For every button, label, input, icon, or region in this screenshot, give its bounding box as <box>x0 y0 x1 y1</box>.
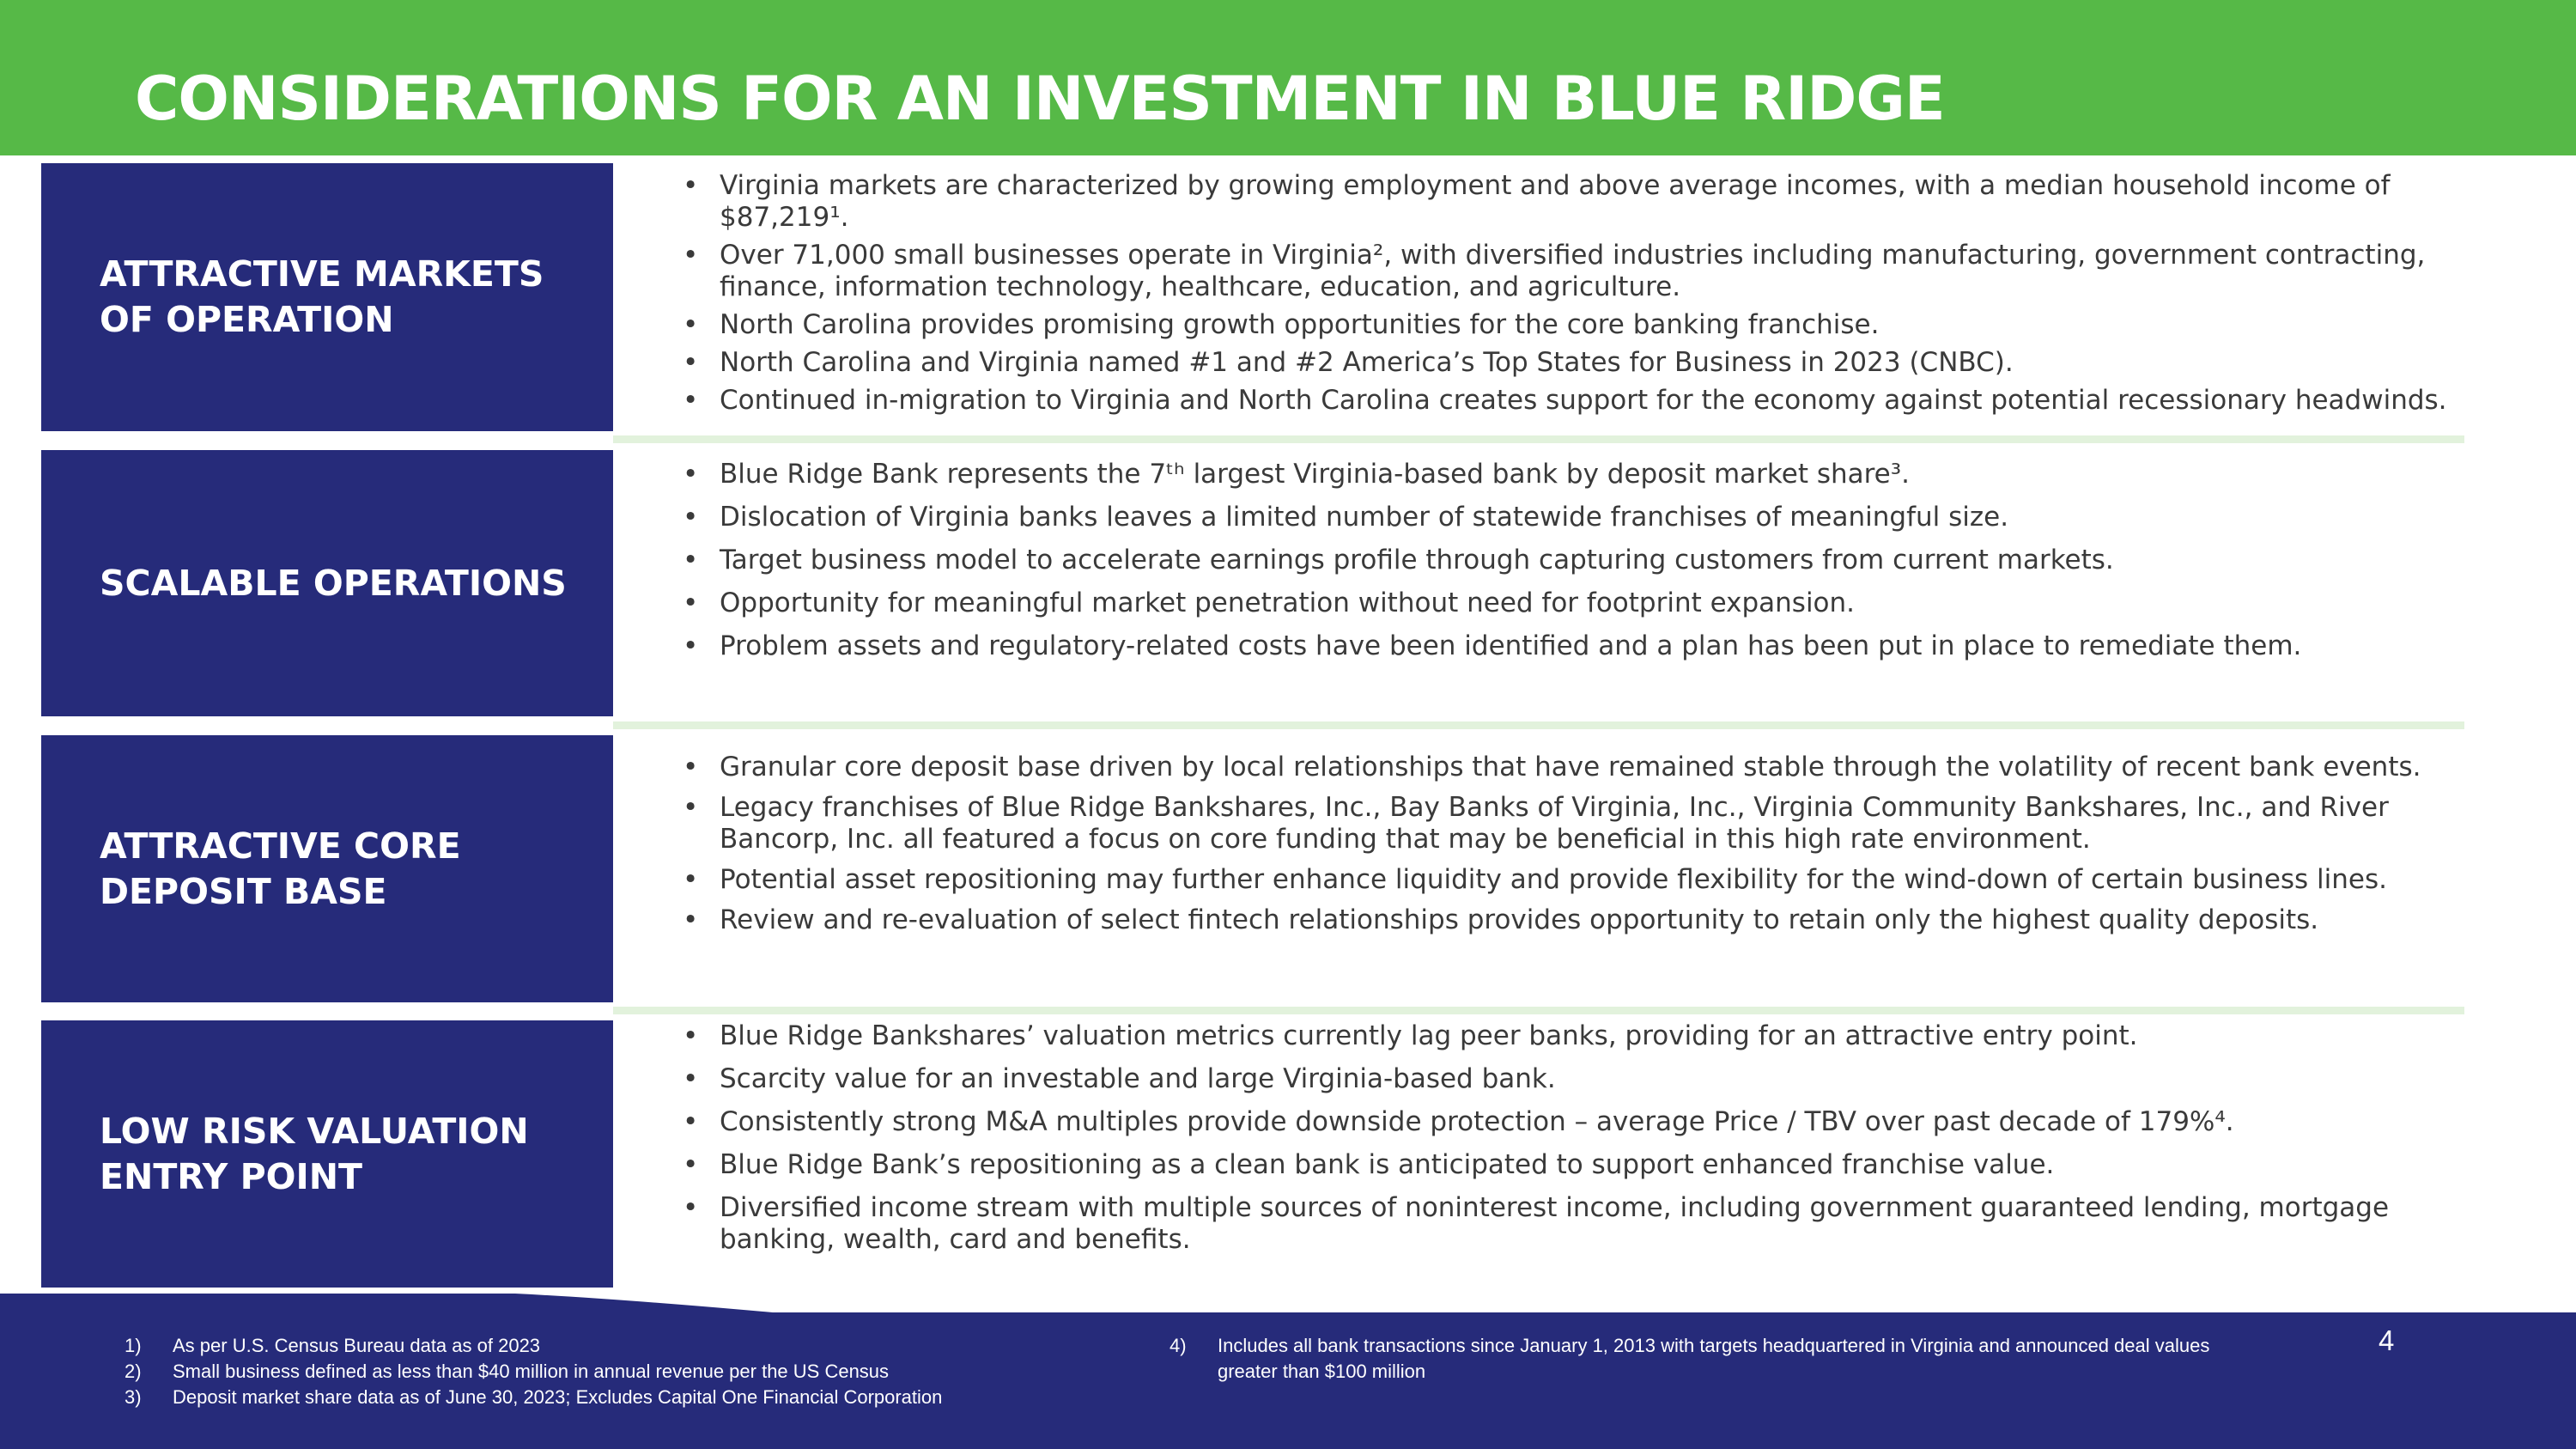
footnote-text: Small business defined as less than $40 million in annual revenue per the US Census <box>173 1361 890 1382</box>
list-item <box>683 545 2486 576</box>
footnote-number: 2) <box>125 1361 142 1382</box>
footnote <box>125 1385 1138 1410</box>
bullet-dot-icon: • <box>683 1020 699 1051</box>
list-item <box>683 347 2486 379</box>
bullet-dot-icon: • <box>683 1192 699 1223</box>
bullet-dot-icon: • <box>683 864 699 895</box>
list-item <box>683 170 2486 234</box>
bullet-dot-icon: • <box>683 588 699 618</box>
bullet-dot-icon: • <box>683 630 699 661</box>
bullet-text: Over 71,000 small businesses operate in Virginia², with diversified industries including manufacturing, government contracting, finance, information technology, healthcare, education, and agriculture. <box>720 240 2426 302</box>
bullet-dot-icon: • <box>683 1063 699 1094</box>
section-divider <box>613 435 2464 443</box>
footnote-text: As per U.S. Census Bureau data as of 2023 <box>173 1335 541 1356</box>
bullet-text: Blue Ridge Bank represents the 7ᵗʰ largest Virginia-based bank by deposit market share³. <box>720 459 1911 490</box>
list-item <box>683 1149 2486 1181</box>
bullet-text: Review and re-evaluation of select fintech relationships provides opportunity to retain only the highest quality deposits. <box>720 904 2319 935</box>
bullet-text: North Carolina provides promising growth opportunities for the core banking franchise. <box>720 309 1880 340</box>
list-item <box>683 792 2486 855</box>
bullet-text: Opportunity for meaningful market penetration without need for footprint expansion. <box>720 588 1856 618</box>
page-number: 4 <box>2379 1324 2395 1356</box>
bullet-dot-icon: • <box>683 545 699 575</box>
section-label: SCALABLE OPERATIONS <box>100 562 567 604</box>
bullet-text: Consistently strong M&A multiples provide downside protection – average Price / TBV over past decade of 179%⁴. <box>720 1106 2234 1137</box>
section-label: ATTRACTIVE CORE DEPOSIT BASE <box>100 825 461 912</box>
bullet-list <box>683 170 2486 417</box>
bullet-dot-icon: • <box>683 459 699 490</box>
bullet-text: Diversified income stream with multiple sources of noninterest income, including government guaranteed lending, mortgage banking, wealth, card and benefits. <box>720 1192 2390 1255</box>
bullet-text: Problem assets and regulatory-related costs have been identified and a plan has been put in place to remediate them. <box>720 630 2302 661</box>
bullet-list <box>683 752 2486 936</box>
list-item <box>683 588 2486 619</box>
bullet-dot-icon: • <box>683 792 699 823</box>
bullet-text: North Carolina and Virginia named #1 and #2 America’s Top States for Business in 2023 (CNBC). <box>720 347 2014 378</box>
bullet-dot-icon: • <box>683 309 699 340</box>
footnote-number: 4) <box>1170 1335 1187 1356</box>
list-item <box>683 1106 2486 1138</box>
section-label: LOW RISK VALUATION ENTRY POINT <box>100 1110 529 1197</box>
footnotes-right <box>1170 1333 2217 1385</box>
list-item <box>683 1020 2486 1052</box>
bullet-dot-icon: • <box>683 385 699 416</box>
bullet-list <box>683 1020 2486 1256</box>
bullet-dot-icon: • <box>683 347 699 378</box>
list-item <box>683 1192 2486 1256</box>
bullet-text: Dislocation of Virginia banks leaves a limited number of statewide franchises of meaningful size. <box>720 502 2009 533</box>
footnote <box>125 1333 1138 1359</box>
bullet-text: Blue Ridge Bankshares’ valuation metrics currently lag peer banks, providing for an attractive entry point. <box>720 1020 2138 1051</box>
bullet-text: Continued in-migration to Virginia and North Carolina creates support for the economy against potential recessionary headwinds. <box>720 385 2447 416</box>
bullet-dot-icon: • <box>683 502 699 533</box>
header-bar <box>0 0 2576 155</box>
bullet-dot-icon: • <box>683 1149 699 1180</box>
footnote <box>1170 1333 2217 1385</box>
footer <box>0 1294 2576 1449</box>
list-item <box>683 864 2486 896</box>
footnote <box>125 1359 1138 1385</box>
bullet-text: Legacy franchises of Blue Ridge Bankshares, Inc., Bay Banks of Virginia, Inc., Virginia Community Bankshares, Inc., and River Bancorp, Inc. all featured a focus on core funding that may be beneficial in this high rate environment. <box>720 792 2389 855</box>
list-item <box>683 1063 2486 1095</box>
section-label-box <box>41 450 613 716</box>
list-item <box>683 752 2486 783</box>
page-title: CONSIDERATIONS FOR AN INVESTMENT IN BLUE RIDGE <box>135 64 1945 134</box>
bullet-dot-icon: • <box>683 1106 699 1137</box>
bullet-list <box>683 459 2486 662</box>
list-item <box>683 385 2486 417</box>
list-item <box>683 459 2486 490</box>
list-item <box>683 630 2486 662</box>
bullet-dot-icon: • <box>683 170 699 201</box>
footnote-number: 1) <box>125 1335 142 1356</box>
list-item <box>683 904 2486 936</box>
footnote-text: Deposit market share data as of June 30, 2023; Excludes Capital One Financial Corporation <box>173 1386 943 1408</box>
list-item <box>683 309 2486 341</box>
bullet-dot-icon: • <box>683 752 699 782</box>
bullet-text: Granular core deposit base driven by local relationships that have remained stable through the volatility of recent bank events. <box>720 752 2421 782</box>
section-label-box <box>41 163 613 431</box>
footnotes-left <box>125 1333 1138 1410</box>
list-item <box>683 240 2486 303</box>
bullet-dot-icon: • <box>683 240 699 271</box>
bullet-dot-icon: • <box>683 904 699 935</box>
section-divider <box>613 1007 2464 1014</box>
section-label-box <box>41 735 613 1002</box>
bullet-text: Blue Ridge Bank’s repositioning as a clean bank is anticipated to support enhanced franchise value. <box>720 1149 2055 1180</box>
bullet-text: Target business model to accelerate earnings profile through capturing customers from current markets. <box>720 545 2114 575</box>
section-label: ATTRACTIVE MARKETS OF OPERATION <box>100 253 544 340</box>
footnote-number: 3) <box>125 1386 142 1408</box>
section-label-box <box>41 1020 613 1288</box>
bullet-text: Scarcity value for an investable and large Virginia-based bank. <box>720 1063 1556 1094</box>
bullet-text: Virginia markets are characterized by growing employment and above average incomes, with a median household income of $87,219¹. <box>720 170 2391 233</box>
bullet-text: Potential asset repositioning may further enhance liquidity and provide flexibility for the wind-down of certain business lines. <box>720 864 2388 895</box>
section-divider <box>613 721 2464 729</box>
list-item <box>683 502 2486 533</box>
footnote-text: Includes all bank transactions since January 1, 2013 with targets headquartered in Virginia and announced deal values greater than $100 million <box>1218 1335 2210 1382</box>
